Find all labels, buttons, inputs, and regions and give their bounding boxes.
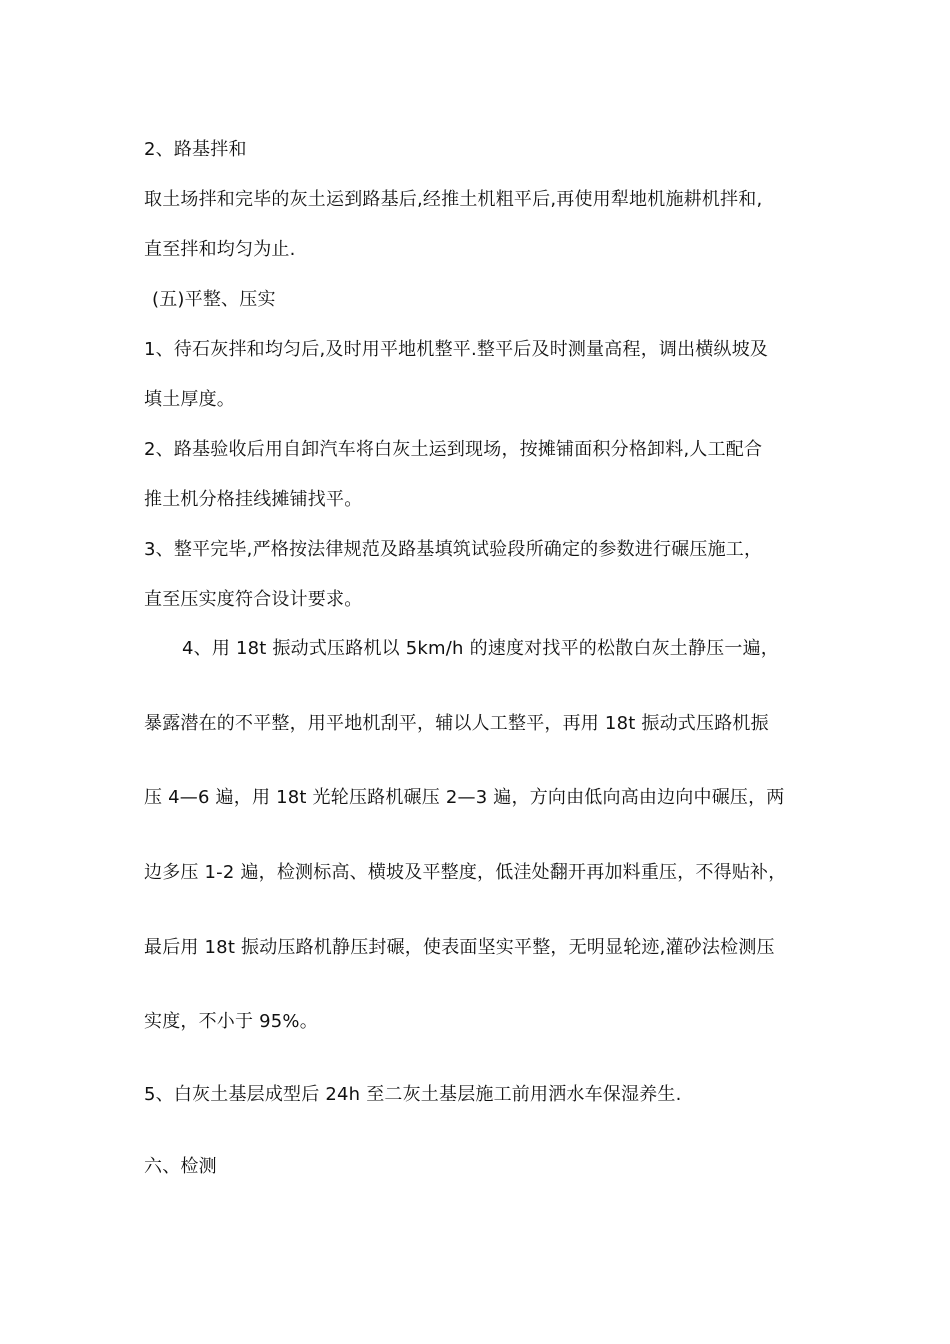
section-heading-leveling: (五)平整、压实	[152, 289, 276, 310]
paragraph-line: 1、待石灰拌和均匀后,及时用平地机整平.整平后及时测量高程，调出横纵坡及	[144, 339, 769, 360]
paragraph-line: 直至压实度符合设计要求。	[144, 589, 363, 610]
paragraph-line: 5、白灰土基层成型后 24h 至二灰土基层施工前用洒水车保湿养生.	[144, 1084, 682, 1105]
paragraph-line: 4、用 18t 振动式压路机以 5km/h 的速度对找平的松散白灰土静压一遍，	[182, 638, 779, 659]
paragraph-line: 取土场拌和完毕的灰土运到路基后,经推土机粗平后,再使用犁地机施耕机拌和,	[144, 189, 763, 210]
paragraph-line: 边多压 1-2 遍，检测标高、横坡及平整度，低洼处翻开再加料重压，不得贴补，	[144, 862, 787, 883]
paragraph-line: 压 4—6 遍，用 18t 光轮压路机碾压 2—3 遍，方向由低向高由边向中碾压，两	[144, 787, 785, 808]
paragraph-line: 填土厚度。	[144, 389, 235, 410]
heading-subgrade-mixing: 2、路基拌和	[144, 139, 247, 160]
paragraph-line: 实度，不小于 95%。	[144, 1011, 318, 1032]
paragraph-line: 最后用 18t 振动压路机静压封碾，使表面坚实平整，无明显轮迹,灌砂法检测压	[144, 937, 775, 958]
paragraph-line: 直至拌和均匀为止.	[144, 239, 296, 260]
paragraph-line: 暴露潜在的不平整，用平地机刮平，辅以人工整平，再用 18t 振动式压路机振	[144, 713, 769, 734]
paragraph-line: 3、整平完毕,严格按法律规范及路基填筑试验段所确定的参数进行碾压施工，	[144, 539, 763, 560]
paragraph-line: 2、路基验收后用自卸汽车将白灰土运到现场，按摊铺面积分格卸料,人工配合	[144, 439, 763, 460]
heading-inspection: 六、检测	[144, 1156, 217, 1177]
paragraph-line: 推土机分格挂线摊铺找平。	[144, 489, 363, 510]
